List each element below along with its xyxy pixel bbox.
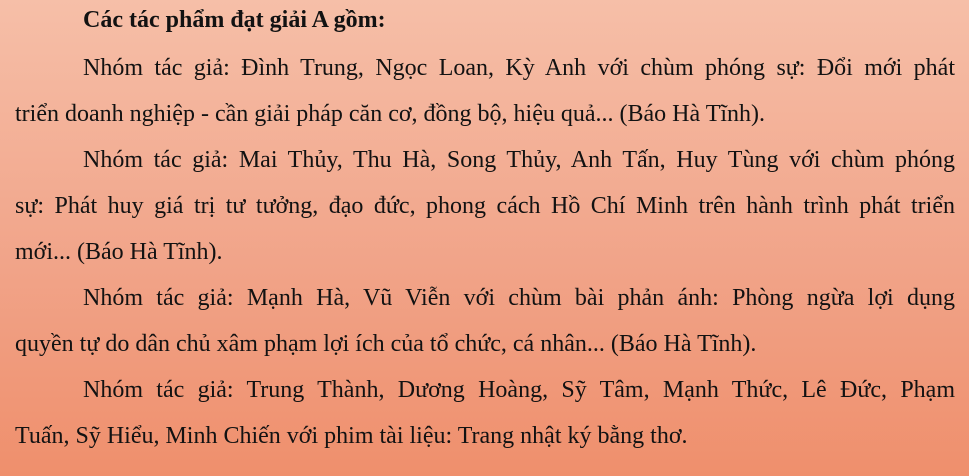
paragraph-line: Nhóm tác giả: Mạnh Hà, Vũ Viễn với chùm bài phản ánh: Phòng ngừa lợi dụng [83,285,955,311]
paragraph-line: Nhóm tác giả: Mai Thủy, Thu Hà, Song Thủy, Anh Tấn, Huy Tùng với chùm phóng [83,147,955,173]
paragraph-line: Nhóm tác giả: Trung Thành, Dương Hoàng, Sỹ Tâm, Mạnh Thức, Lê Đức, Phạm [83,377,955,403]
paragraph-line: Nhóm tác giả: Đình Trung, Ngọc Loan, Kỳ Anh với chùm phóng sự: Đổi mới phát [83,55,955,81]
paragraph-line: sự: Phát huy giá trị tư tưởng, đạo đức, phong cách Hồ Chí Minh trên hành trình phát triển [15,193,955,219]
paragraph-line: mới... (Báo Hà Tĩnh). [15,239,223,265]
paragraph-line: quyền tự do dân chủ xâm phạm lợi ích của tổ chức, cá nhân... (Báo Hà Tĩnh). [15,331,757,357]
paragraph-line: triển doanh nghiệp - cần giải pháp căn cơ, đồng bộ, hiệu quả... (Báo Hà Tĩnh). [15,101,766,127]
paragraph-line: Tuấn, Sỹ Hiểu, Minh Chiến với phim tài liệu: Trang nhật ký bằng thơ. [15,423,688,449]
section-heading: Các tác phẩm đạt giải A gồm: [83,7,386,33]
